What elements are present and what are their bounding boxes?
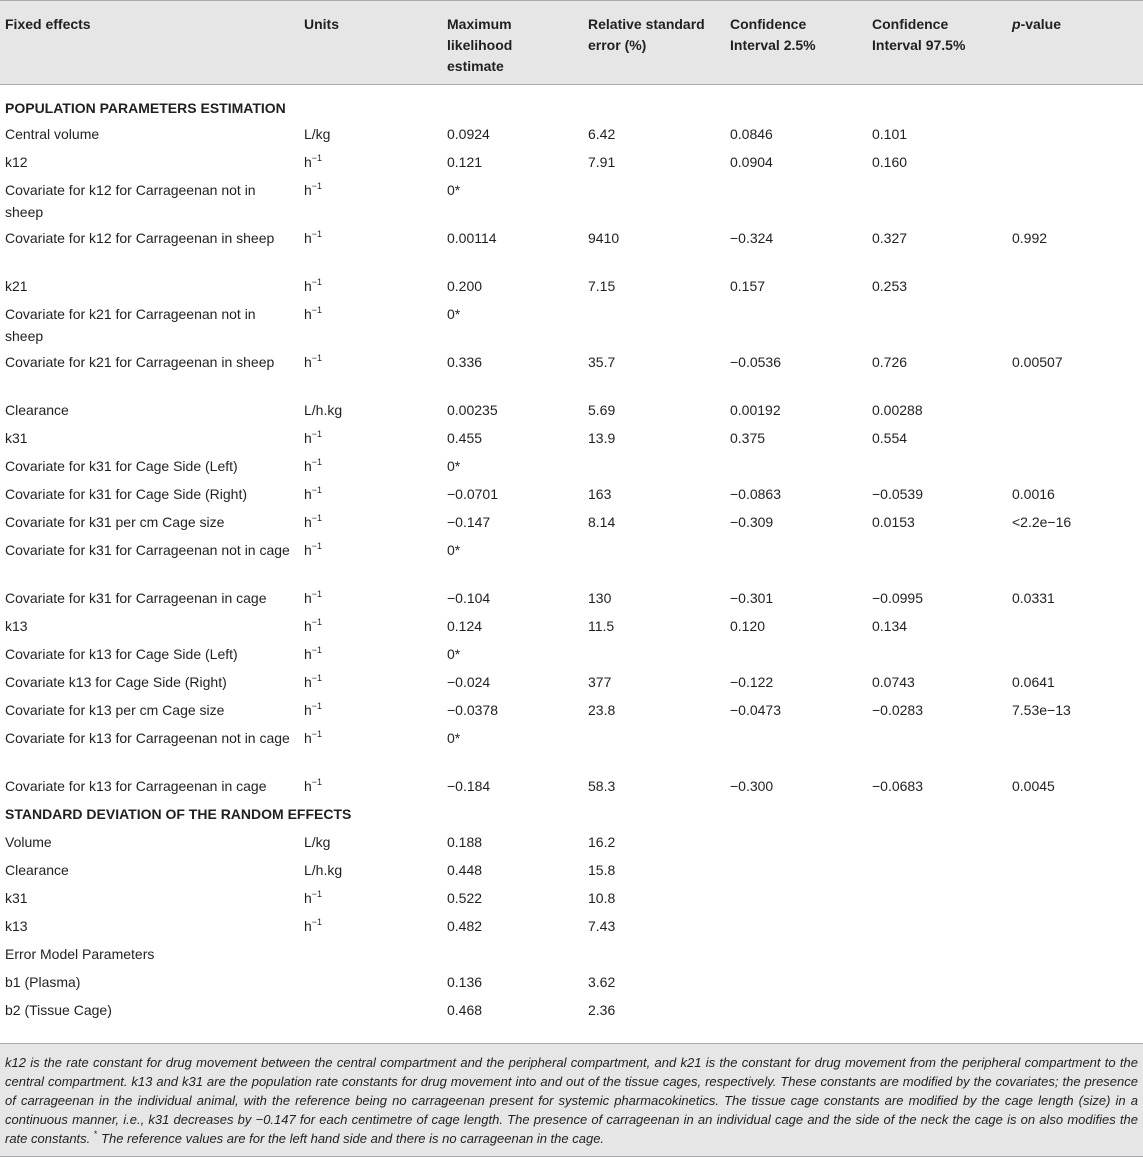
row-mle: 0.121 — [447, 154, 483, 170]
row-ci-high: 0.0153 — [872, 514, 915, 530]
row-label: Covariate for k12 for Carrageenan in sheep — [5, 230, 275, 246]
row-mle: 0* — [447, 730, 461, 746]
row-label: Covariate for k31 for Cage Side (Right) — [5, 486, 247, 502]
row-ci-low: 0.0904 — [730, 154, 773, 170]
row-units: $h^{-1}$ — [304, 457, 323, 474]
footnote-text — [5, 1053, 1138, 1148]
row-mle: 0.448 — [447, 862, 483, 878]
row-ci-low: −0.301 — [730, 590, 774, 606]
row-units: $h^{-1}$ — [304, 277, 323, 294]
table-row — [0, 887, 1143, 915]
row-units: $h^{-1}$ — [304, 229, 323, 246]
row-label: Covariate for k21 for Carrageenan not in sheep — [5, 306, 256, 344]
row-units: L/h.kg — [304, 862, 343, 878]
header-fixed-effects: Fixed effects — [5, 16, 91, 32]
table-row — [0, 699, 1143, 727]
row-ci-high: 0.554 — [872, 430, 908, 446]
row-label: k31 — [5, 430, 28, 446]
row-rse: 377 — [588, 674, 612, 690]
row-ci-low: 0.0846 — [730, 126, 773, 142]
header-units: Units — [304, 16, 339, 32]
row-label: Error Model Parameters — [5, 946, 155, 962]
row-mle: 0.336 — [447, 354, 483, 370]
section-row — [0, 97, 1143, 119]
table-row — [0, 671, 1143, 699]
row-label: Covariate for k31 for Carrageenan not in cage — [5, 542, 290, 558]
footnote-marker: * — [93, 1129, 98, 1139]
table-row — [0, 151, 1143, 179]
row-rse: 5.69 — [588, 402, 616, 418]
row-ci-high: −0.0683 — [872, 778, 923, 794]
row-rse: 13.9 — [588, 430, 616, 446]
row-rse: 11.5 — [588, 618, 615, 634]
footnote-tail: The reference values are for the left hand side and there is no carrageenan in the cage. — [101, 1131, 605, 1146]
row-ci-low: −0.122 — [730, 674, 774, 690]
row-rse: 3.62 — [588, 974, 616, 990]
row-units: $h^{-1}$ — [304, 889, 323, 906]
table-header — [0, 0, 1143, 85]
table-row — [0, 399, 1143, 427]
row-ci-low: −0.309 — [730, 514, 774, 530]
row-mle: 0.124 — [447, 618, 483, 634]
row-mle: 0* — [447, 458, 461, 474]
row-label: Covariate for k13 per cm Cage size — [5, 702, 225, 718]
table-row — [0, 943, 1143, 971]
table-row — [0, 775, 1143, 803]
row-label: Central volume — [5, 126, 100, 142]
table-row — [0, 427, 1143, 455]
row-rse: 7.15 — [588, 278, 616, 294]
row-label: Volume — [5, 834, 52, 850]
row-rse: 2.36 — [588, 1002, 616, 1018]
row-ci-low: −0.0536 — [730, 354, 781, 370]
row-label: k13 — [5, 618, 28, 634]
row-ci-high: 0.00288 — [872, 402, 923, 418]
row-label: k13 — [5, 918, 28, 934]
row-units: L/h.kg — [304, 402, 343, 418]
row-units: $h^{-1}$ — [304, 589, 323, 606]
header-rse: Relative standard error (%) — [588, 16, 705, 53]
row-rse: 58.3 — [588, 778, 616, 794]
row-units: L/kg — [304, 126, 331, 142]
row-mle: −0.147 — [447, 514, 491, 530]
row-mle: 0.136 — [447, 974, 483, 990]
table-row — [0, 615, 1143, 643]
table-row — [0, 971, 1143, 999]
row-p-value: <2.2e−16 — [1012, 514, 1072, 530]
row-rse: 23.8 — [588, 702, 616, 718]
row-ci-high: −0.0995 — [872, 590, 923, 606]
section-title-random-effects: STANDARD DEVIATION OF THE RANDOM EFFECTS — [5, 806, 352, 822]
row-units: $h^{-1}$ — [304, 485, 323, 502]
row-label: Clearance — [5, 402, 69, 418]
section-row — [0, 803, 1143, 831]
row-p-value: 7.53e−13 — [1012, 702, 1071, 718]
row-mle: 0.00114 — [447, 230, 497, 246]
row-label: b1 (Plasma) — [5, 974, 81, 990]
row-mle: 0* — [447, 542, 461, 558]
row-label: Covariate for k13 for Carrageenan not in cage — [5, 730, 290, 746]
row-p-value: 0.0641 — [1012, 674, 1055, 690]
section-title-population: POPULATION PARAMETERS ESTIMATION — [5, 100, 286, 116]
row-label: Covariate for k31 for Carrageenan in cage — [5, 590, 267, 606]
row-ci-low: 0.157 — [730, 278, 766, 294]
row-units: $h^{-1}$ — [304, 729, 323, 746]
row-label: k12 — [5, 154, 28, 170]
row-label: b2 (Tissue Cage) — [5, 1002, 112, 1018]
row-units: $h^{-1}$ — [304, 353, 323, 370]
row-mle: 0* — [447, 646, 461, 662]
row-units: $h^{-1}$ — [304, 777, 323, 794]
row-mle: 0.200 — [447, 278, 483, 294]
table-row — [0, 539, 1143, 587]
table-row — [0, 123, 1143, 151]
table-row — [0, 643, 1143, 671]
row-mle: −0.024 — [447, 674, 491, 690]
row-rse: 163 — [588, 486, 612, 502]
row-label: k21 — [5, 278, 28, 294]
header-p-value: p-value — [1012, 16, 1062, 32]
row-mle: −0.0701 — [447, 486, 498, 502]
row-rse: 35.7 — [588, 354, 616, 370]
row-rse: 6.42 — [588, 126, 616, 142]
row-ci-high: 0.0743 — [872, 674, 915, 690]
row-units: $h^{-1}$ — [304, 153, 323, 170]
row-units: $h^{-1}$ — [304, 917, 323, 934]
row-label: Covariate for k13 for Carrageenan in cage — [5, 778, 267, 794]
row-mle: 0.482 — [447, 918, 483, 934]
row-label: Covariate for k13 for Cage Side (Left) — [5, 646, 238, 662]
row-ci-high: 0.134 — [872, 618, 908, 634]
row-ci-high: 0.253 — [872, 278, 908, 294]
row-mle: 0.468 — [447, 1002, 483, 1018]
row-units: $h^{-1}$ — [304, 617, 323, 634]
row-units: $h^{-1}$ — [304, 513, 323, 530]
row-mle: 0.188 — [447, 834, 483, 850]
row-p-value: 0.00507 — [1012, 354, 1063, 370]
table-row — [0, 351, 1143, 399]
table-row — [0, 511, 1143, 539]
table-row — [0, 831, 1143, 859]
row-units: $h^{-1}$ — [304, 673, 323, 690]
row-mle: 0.0924 — [447, 126, 490, 142]
row-ci-low: 0.00192 — [730, 402, 781, 418]
row-mle: 0.455 — [447, 430, 483, 446]
row-units: $h^{-1}$ — [304, 181, 323, 198]
row-mle: 0.522 — [447, 890, 483, 906]
row-units: $h^{-1}$ — [304, 701, 323, 718]
row-ci-high: −0.0539 — [872, 486, 923, 502]
row-ci-low: 0.120 — [730, 618, 766, 634]
row-label: Covariate for k31 per cm Cage size — [5, 514, 225, 530]
table-row — [0, 455, 1143, 483]
table-row — [0, 227, 1143, 275]
row-units: $h^{-1}$ — [304, 429, 323, 446]
row-p-value: 0.992 — [1012, 230, 1048, 246]
row-label: Covariate for k31 for Cage Side (Left) — [5, 458, 238, 474]
row-p-value: 0.0331 — [1012, 590, 1055, 606]
header-mle: Maximum likelihood estimate — [447, 16, 513, 74]
header-ci-high: Confidence Interval 97.5% — [872, 16, 966, 53]
row-ci-low: 0.375 — [730, 430, 766, 446]
row-mle: −0.0378 — [447, 702, 498, 718]
row-ci-low: −0.0863 — [730, 486, 781, 502]
row-mle: 0* — [447, 306, 461, 322]
row-units: L/kg — [304, 834, 331, 850]
table-row — [0, 179, 1143, 227]
row-label: k31 — [5, 890, 28, 906]
row-ci-high: 0.726 — [872, 354, 908, 370]
row-ci-high: 0.327 — [872, 230, 908, 246]
row-ci-high: 0.101 — [872, 126, 908, 142]
row-label: Covariate k13 for Cage Side (Right) — [5, 674, 227, 690]
table-row — [0, 587, 1143, 615]
row-ci-low: −0.324 — [730, 230, 774, 246]
row-mle: −0.184 — [447, 778, 491, 794]
row-ci-high: 0.160 — [872, 154, 908, 170]
row-label: Clearance — [5, 862, 69, 878]
row-rse: 9410 — [588, 230, 620, 246]
table-row — [0, 999, 1143, 1027]
row-rse: 16.2 — [588, 834, 616, 850]
row-rse: 130 — [588, 590, 612, 606]
row-label: Covariate for k21 for Carrageenan in sheep — [5, 354, 275, 370]
table-row — [0, 727, 1143, 775]
row-p-value: 0.0016 — [1012, 486, 1055, 502]
table-row — [0, 859, 1143, 887]
footnote-main: k12 is the rate constant for drug movement between the central compartment and the peripheral compartment, and k21 is the constant for drug movement from the peripheral compartment to the central compartment. k13 and k31 are the population rate constants for drug movement into and out of the tissue cages, respectively. These constants are modified by the covariates; the presence of carrageenan in the individual animal, with the reference being no carrageenan present for systemic pharmacokinetics. The tissue cage constants are modified by the cage length (size) in a continuous manner, i.e., k31 decreases by −0.147 for each centimetre of cage length. The presence of carrageenan in an individual cage and the side of the neck the cage is on also modifies the rate constants. — [5, 1055, 1138, 1146]
row-rse: 15.8 — [588, 862, 616, 878]
table-row — [0, 303, 1143, 351]
row-p-value: 0.0045 — [1012, 778, 1055, 794]
row-units: $h^{-1}$ — [304, 645, 323, 662]
row-ci-low: −0.300 — [730, 778, 774, 794]
row-rse: 10.8 — [588, 890, 616, 906]
row-label: Covariate for k12 for Carrageenan not in sheep — [5, 182, 256, 220]
row-units: $h^{-1}$ — [304, 305, 323, 322]
table-row — [0, 483, 1143, 511]
table-footnote — [0, 1043, 1143, 1157]
row-ci-low: −0.0473 — [730, 702, 781, 718]
row-units: $h^{-1}$ — [304, 541, 323, 558]
header-ci-low: Confidence Interval 2.5% — [730, 16, 816, 53]
row-rse: 7.91 — [588, 154, 616, 170]
row-ci-high: −0.0283 — [872, 702, 923, 718]
table-row — [0, 275, 1143, 303]
row-mle: −0.104 — [447, 590, 491, 606]
row-rse: 7.43 — [588, 918, 616, 934]
table-row — [0, 915, 1143, 943]
row-mle: 0* — [447, 182, 461, 198]
row-rse: 8.14 — [588, 514, 616, 530]
row-mle: 0.00235 — [447, 402, 498, 418]
